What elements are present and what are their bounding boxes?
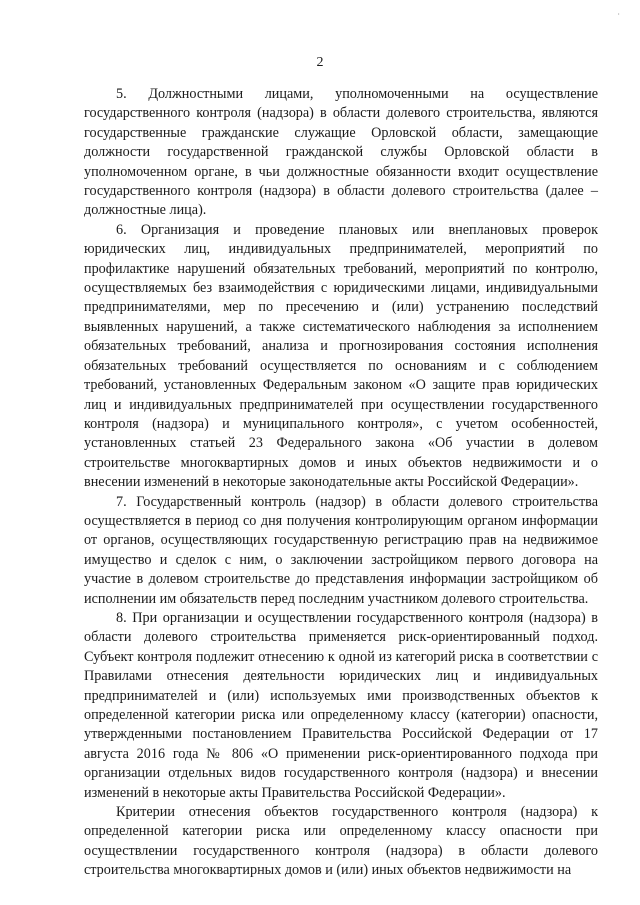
paragraph-criteria: Критерии отнесения объектов государственного контроля (надзора) к определенной категории риска или определенному классу опасности при осуществлении государственного контроля (надзора) в области долевого строительства многоквартирных домов и (или) иных объектов недвижимости на: [84, 804, 598, 879]
paragraph-5: 5. Должностными лицами, уполномоченными на осуществление государственного контроля (надзора) в области долевого строительства, являются государственные гражданские служащие Орловской области, замещающие должности государственной гражданской службы Орловской области в уполномоченном органе, в чьи должностные обязанности входит осуществление государственного контроля (надзора) в области долевого строительства (далее – должностные лица).: [84, 86, 598, 219]
paragraph-7: 7. Государственный контроль (надзор) в области долевого строительства осуществляется в период со дня получения контролирующим органом информации от органов, осуществляющих государственную регистрацию прав на недвижимое имущество и сделок с ним, о заключении застройщиком первого договора на участие в долевом строительстве до представления информации застройщиком об исполнении им обязательств перед последним участником долевого строительства.: [84, 493, 598, 607]
scan-corner-mark: ·: [617, 10, 620, 19]
paragraph-8: 8. При организации и осуществлении государственного контроля (надзора) в области долевого строительства применяется риск-ориентированный подход. Субъект контроля подлежит отнесению к одной из категорий риска в соответствии с Правилами отнесения деятельности юридических лиц и индивидуальных предпринимателей и (или) используемых ими производственных объектов к определенной категории риска или определенному классу (категории) опасности, утвержденными постановлением Правительства Российской Федерации от 17 августа 2016 года № 806 «О применении риск-ориентированного подхода при организации отдельных видов государственного контроля (надзора) и внесении изменений в некоторые акты Правительства Российской Федерации».: [84, 609, 598, 801]
paragraph-6: 6. Организация и проведение плановых или внеплановых проверок юридических лиц, индивидуальных предпринимателей, мероприятий по профилактике нарушений обязательных требований, мероприятий по контролю, осуществляемых без взаимодействия с юридическими лицами, индивидуальными предпринимателями, мер по пресечению и (или) устранению последствий выявленных нарушений, а также систематического наблюдения за исполнением обязательных требований, анализа и прогнозирования состояния исполнения обязательных требований осуществляется по основаниям и с соблюдением требований, установленных Федеральным законом «О защите прав юридических лиц и индивидуальных предпринимателей при осуществлении государственного контроля (надзора) и муниципального контроля», с учетом особенностей, установленных статьей 23 Федерального закона «Об участии в долевом строительстве многоквартирных домов и иных объектов недвижимости и о внесении изменений в некоторые законодательные акты Российской Федерации».: [84, 221, 598, 491]
document-body: [84, 85, 598, 881]
page-number: 2: [316, 55, 324, 70]
